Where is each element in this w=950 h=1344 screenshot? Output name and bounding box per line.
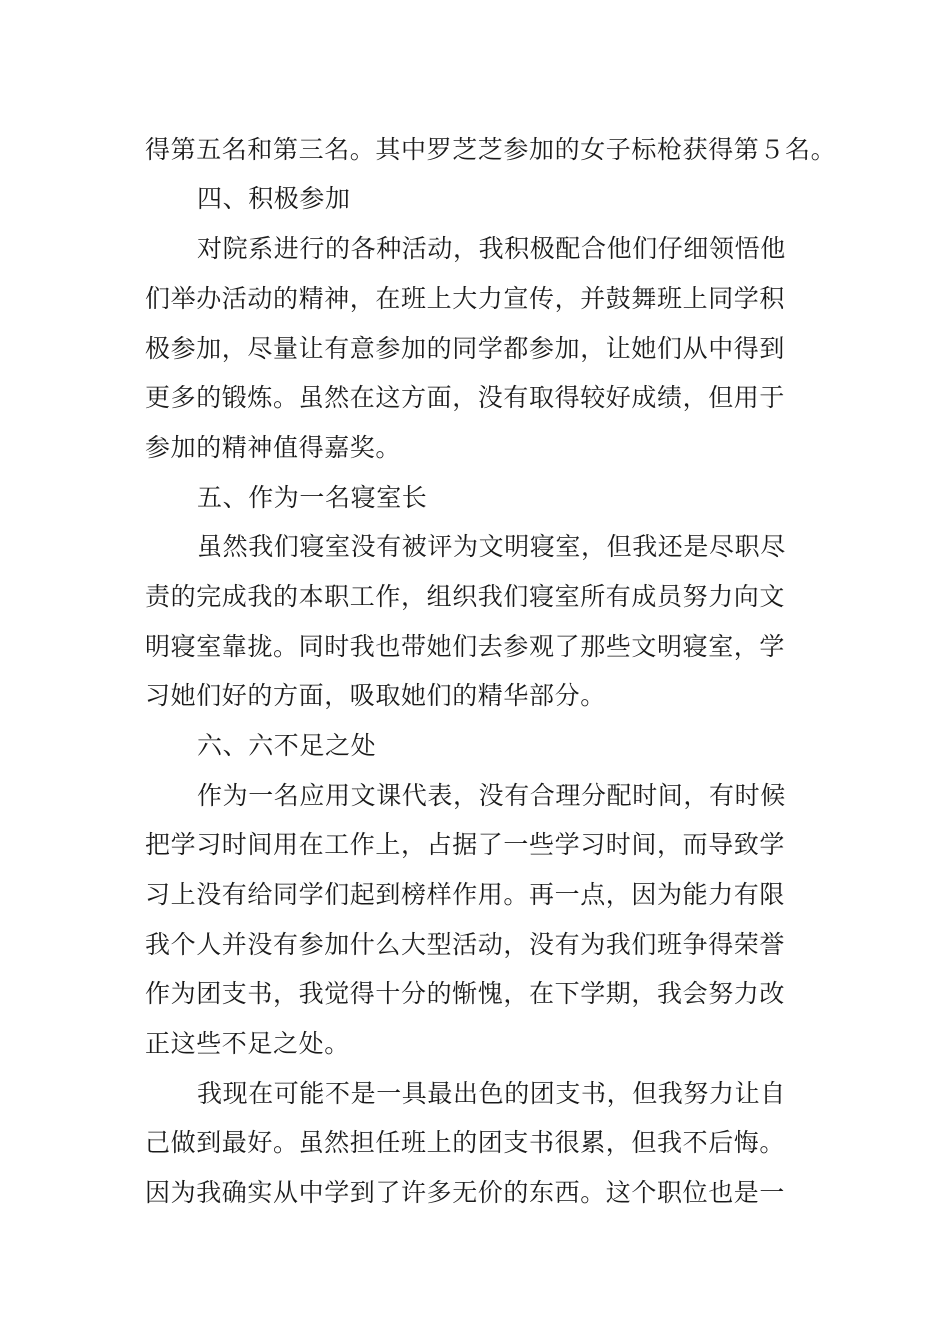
paragraph-line: 我个人并没有参加什么大型活动，没有为我们班争得荣誉: [145, 930, 786, 959]
paragraph-line: 把学习时间用在工作上，占据了一些学习时间，而导致学: [145, 830, 786, 859]
section-heading: 四、积极参加: [197, 184, 351, 213]
paragraph-line: 得第五名和第三名。其中罗芝芝参加的女子标枪获得第５名。: [145, 135, 837, 164]
paragraph-line: 因为我确实从中学到了许多无价的东西。这个职位也是一: [145, 1178, 786, 1207]
paragraph-line: 正这些不足之处。: [145, 1029, 350, 1058]
paragraph-line: 参加的精神值得嘉奖。: [145, 433, 402, 462]
paragraph-line: 极参加，尽量让有意参加的同学都参加，让她们从中得到: [145, 334, 786, 363]
paragraph-line: 责的完成我的本职工作，组织我们寝室所有成员努力向文: [145, 582, 786, 611]
section-heading: 五、作为一名寝室长: [197, 483, 428, 512]
paragraph-line: 己做到最好。虽然担任班上的团支书很累，但我不后悔。: [145, 1128, 786, 1157]
paragraph-line: 习她们好的方面，吸取她们的精华部分。: [145, 681, 606, 710]
section-heading: 六、六不足之处: [197, 731, 377, 760]
paragraph-line: 习上没有给同学们起到榜样作用。再一点，因为能力有限: [145, 880, 786, 909]
paragraph-line: 更多的锻炼。虽然在这方面，没有取得较好成绩，但用于: [145, 383, 786, 412]
paragraph-line: 虽然我们寝室没有被评为文明寝室，但我还是尽职尽: [197, 532, 786, 561]
paragraph-line: 作为一名应用文课代表，没有合理分配时间，有时候: [197, 781, 786, 810]
paragraph-line: 明寝室靠拢。同时我也带她们去参观了那些文明寝室，学: [145, 632, 786, 661]
paragraph-line: 们举办活动的精神，在班上大力宣传，并鼓舞班上同学积: [145, 284, 786, 313]
paragraph-line: 我现在可能不是一具最出色的团支书，但我努力让自: [197, 1079, 786, 1108]
paragraph-line: 作为团支书，我觉得十分的惭愧，在下学期，我会努力改: [145, 979, 786, 1008]
paragraph-line: 对院系进行的各种活动，我积极配合他们仔细领悟他: [197, 234, 786, 263]
